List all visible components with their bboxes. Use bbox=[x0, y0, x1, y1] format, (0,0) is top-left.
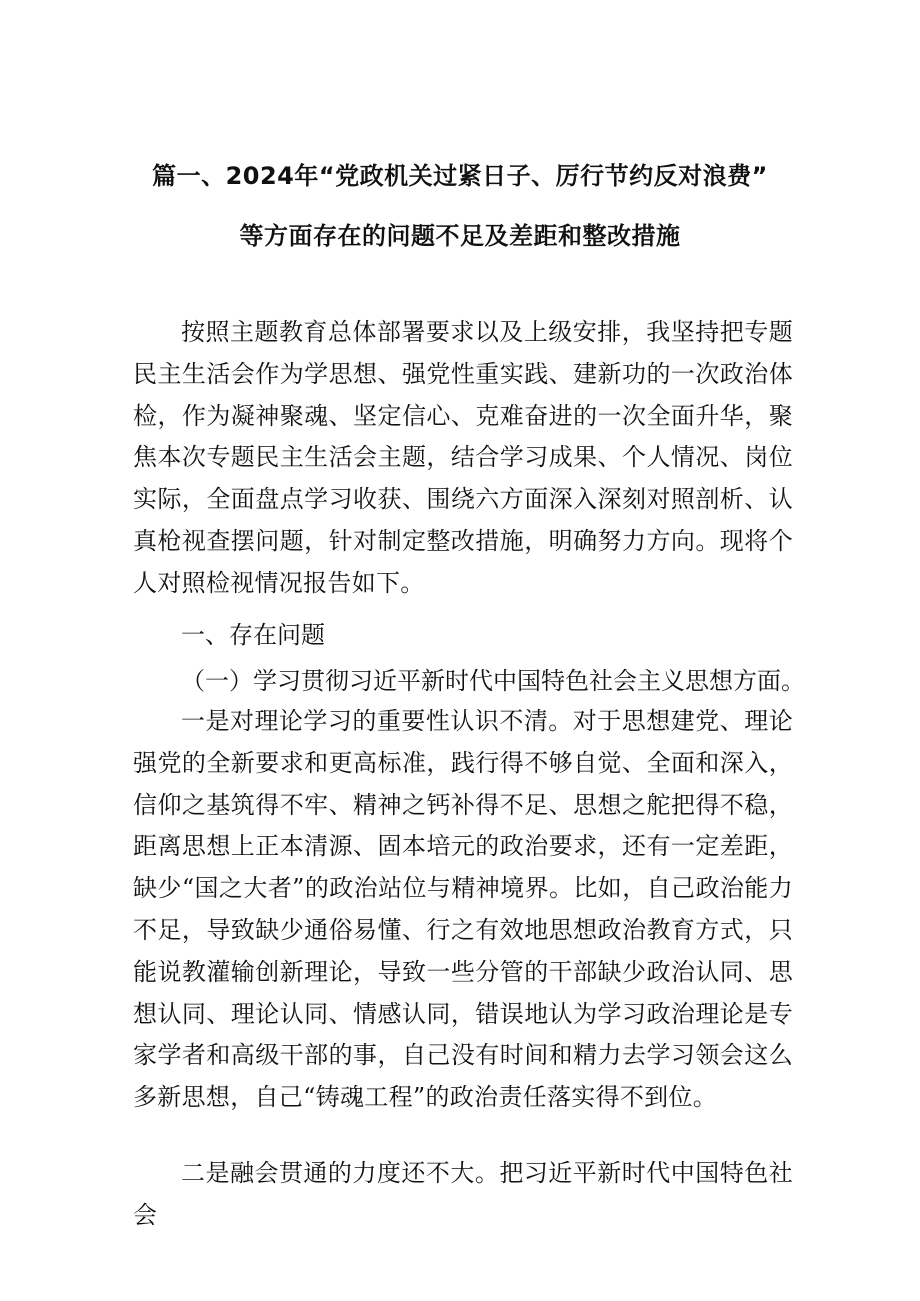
intro-section bbox=[133, 312, 793, 605]
subsection-heading-theory-study: （一）学习贯彻习近平新时代中国特色社会主义思想方面。 bbox=[181, 667, 805, 695]
point-two-paragraph: 二是融会贯通的力度还不大。把习近平新时代中国特色社会 bbox=[133, 1159, 793, 1229]
section-heading-problems: 一、存在问题 bbox=[181, 621, 325, 649]
point-one-paragraph: 一是对理论学习的重要性认识不清。对于思想建党、理论强党的全新要求和更高标准，践行得不够自觉、全面和深入，信仰之基筑得不牢、精神之钙补得不足、思想之舵把得不稳，距离思想上正本清源、固本培元的政治要求，还有一定差距，缺少“国之大者”的政治站位与精神境界。比如，自己政治能力不足，导致缺少通俗易懂、行之有效地思想政治教育方式，只能说教灌输创新理论，导致一些分管的干部缺少政治认同、思想认同、理论认同、情感认同，错误地认为学习政治理论是专家学者和高级干部的事，自己没有时间和精力去学习领会这么多新思想，自己“铸魂工程”的政治责任落实得不到位。 bbox=[133, 707, 793, 1112]
point-two-section bbox=[133, 1153, 793, 1237]
document-title-line-2: 等方面存在的问题不足及差距和整改措施 bbox=[239, 222, 681, 250]
document-title-line-1: 篇一、2024年“党政机关过紧日子、厉行节约反对浪费” bbox=[152, 162, 768, 190]
point-one-section bbox=[133, 701, 793, 1119]
intro-paragraph: 按照主题教育总体部署要求以及上级安排，我坚持把专题民主生活会作为学思想、强党性重实践、建新功的一次政治体检，作为凝神聚魂、坚定信心、克难奋进的一次全面升华，聚焦本次专题民主生活会主题，结合学习成果、个人情况、岗位实际，全面盘点学习收获、围绕六方面深入深刻对照剖析、认真枪视查摆问题，针对制定整改措施，明确努力方向。现将个人对照检视情况报告如下。 bbox=[133, 318, 793, 597]
